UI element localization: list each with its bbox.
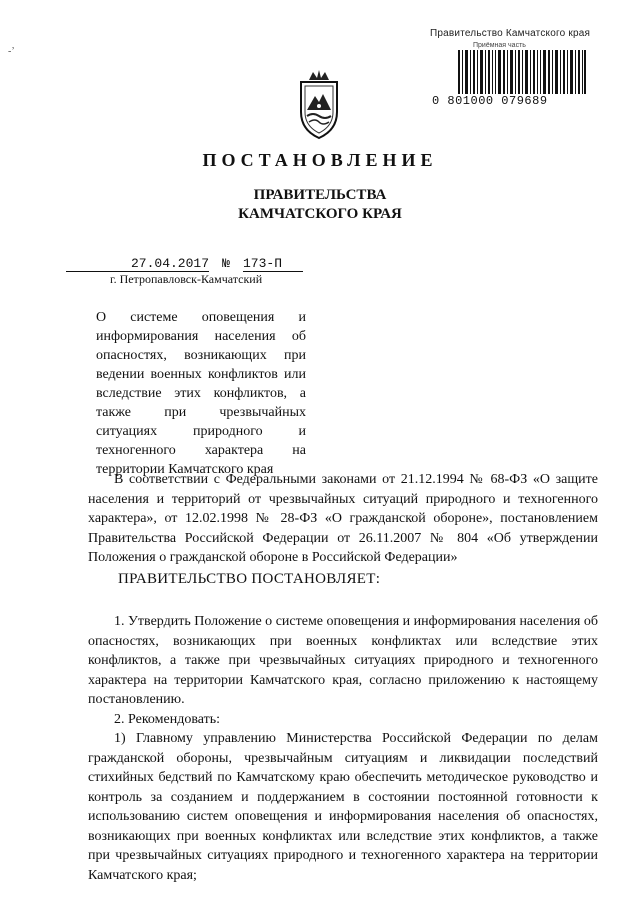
document-subject: О системе оповещения и информирования населения об опасностях, возникающих при ведении военных конфликтов или вследствие этих конфликтов, а также при чрезвычайных ситуациях природного и техногенного характера на территории Камчатского края: [96, 310, 306, 477]
item-2-1: 1) Главному управлению Министерства Российской Федерации по делам гражданской обороны, чрезвычайным ситуациям и ликвидации последствий стихийных бедствий по Камчатскому краю обеспечить методическое руководство и контроль за созданием и поддержанием в состоянии постоянной готовности к использованию систем оповещения и информирования населения об опасностях, возникающих при военных конфликтах или вследствие этих конфликтов, а также при чрезвычайных ситуациях природного и техногенного характера на территории Камчатского края;: [88, 731, 598, 883]
city: г. Петропавловск-Камчатский: [110, 272, 263, 286]
kamchatka-coat-of-arms-icon: [293, 68, 345, 140]
issuer: [0, 186, 640, 224]
date-number-line: [66, 256, 326, 272]
margin-mark: -’: [8, 46, 15, 57]
barcode: [458, 50, 586, 94]
item-1: 1. Утвердить Положение о системе оповещения и информирования населения об опасностях, возникающих при военных конфликтах или вследствие этих конфликтов, а также при чрезвычайных ситуациях природного и техногенного характера на территории Камчатского края, согласно приложению к настоящему постановлению.: [88, 614, 598, 707]
barcode-number: 0 801000 079689: [432, 94, 548, 108]
registration-stamp-title: Правительство Камчатского края: [430, 28, 591, 39]
document-date: 27.04.2017: [66, 256, 209, 272]
decree-heading: ПРАВИТЕЛЬСТВО ПОСТАНОВЛЯЕТ:: [118, 571, 381, 587]
issuer-line-1: ПРАВИТЕЛЬСТВА: [253, 187, 387, 203]
number-sign: №: [222, 256, 230, 271]
document-number: 173-П: [243, 256, 303, 272]
decree-items: [88, 612, 598, 885]
document-type-title: ПОСТАНОВЛЕНИЕ: [202, 150, 438, 170]
registration-stamp-subtitle: Приёмная часть: [473, 42, 526, 49]
preamble: [88, 470, 598, 568]
issuer-line-2: КАМЧАТСКОГО КРАЯ: [238, 206, 402, 222]
preamble-text: В соответствии с Федеральными законами от 21.12.1994 № 68-ФЗ «О защите населения и территорий от чрезвычайных ситуаций природного и техногенного характера», от 12.02.1998 № 28-ФЗ «О гражданской обороне», постановлением Правительства Российской Федерации от 26.11.2007 № 804 «Об утверждении Положения о гражданской обороне в Российской Федерации»: [88, 472, 598, 565]
item-2: 2. Рекомендовать:: [114, 711, 220, 727]
